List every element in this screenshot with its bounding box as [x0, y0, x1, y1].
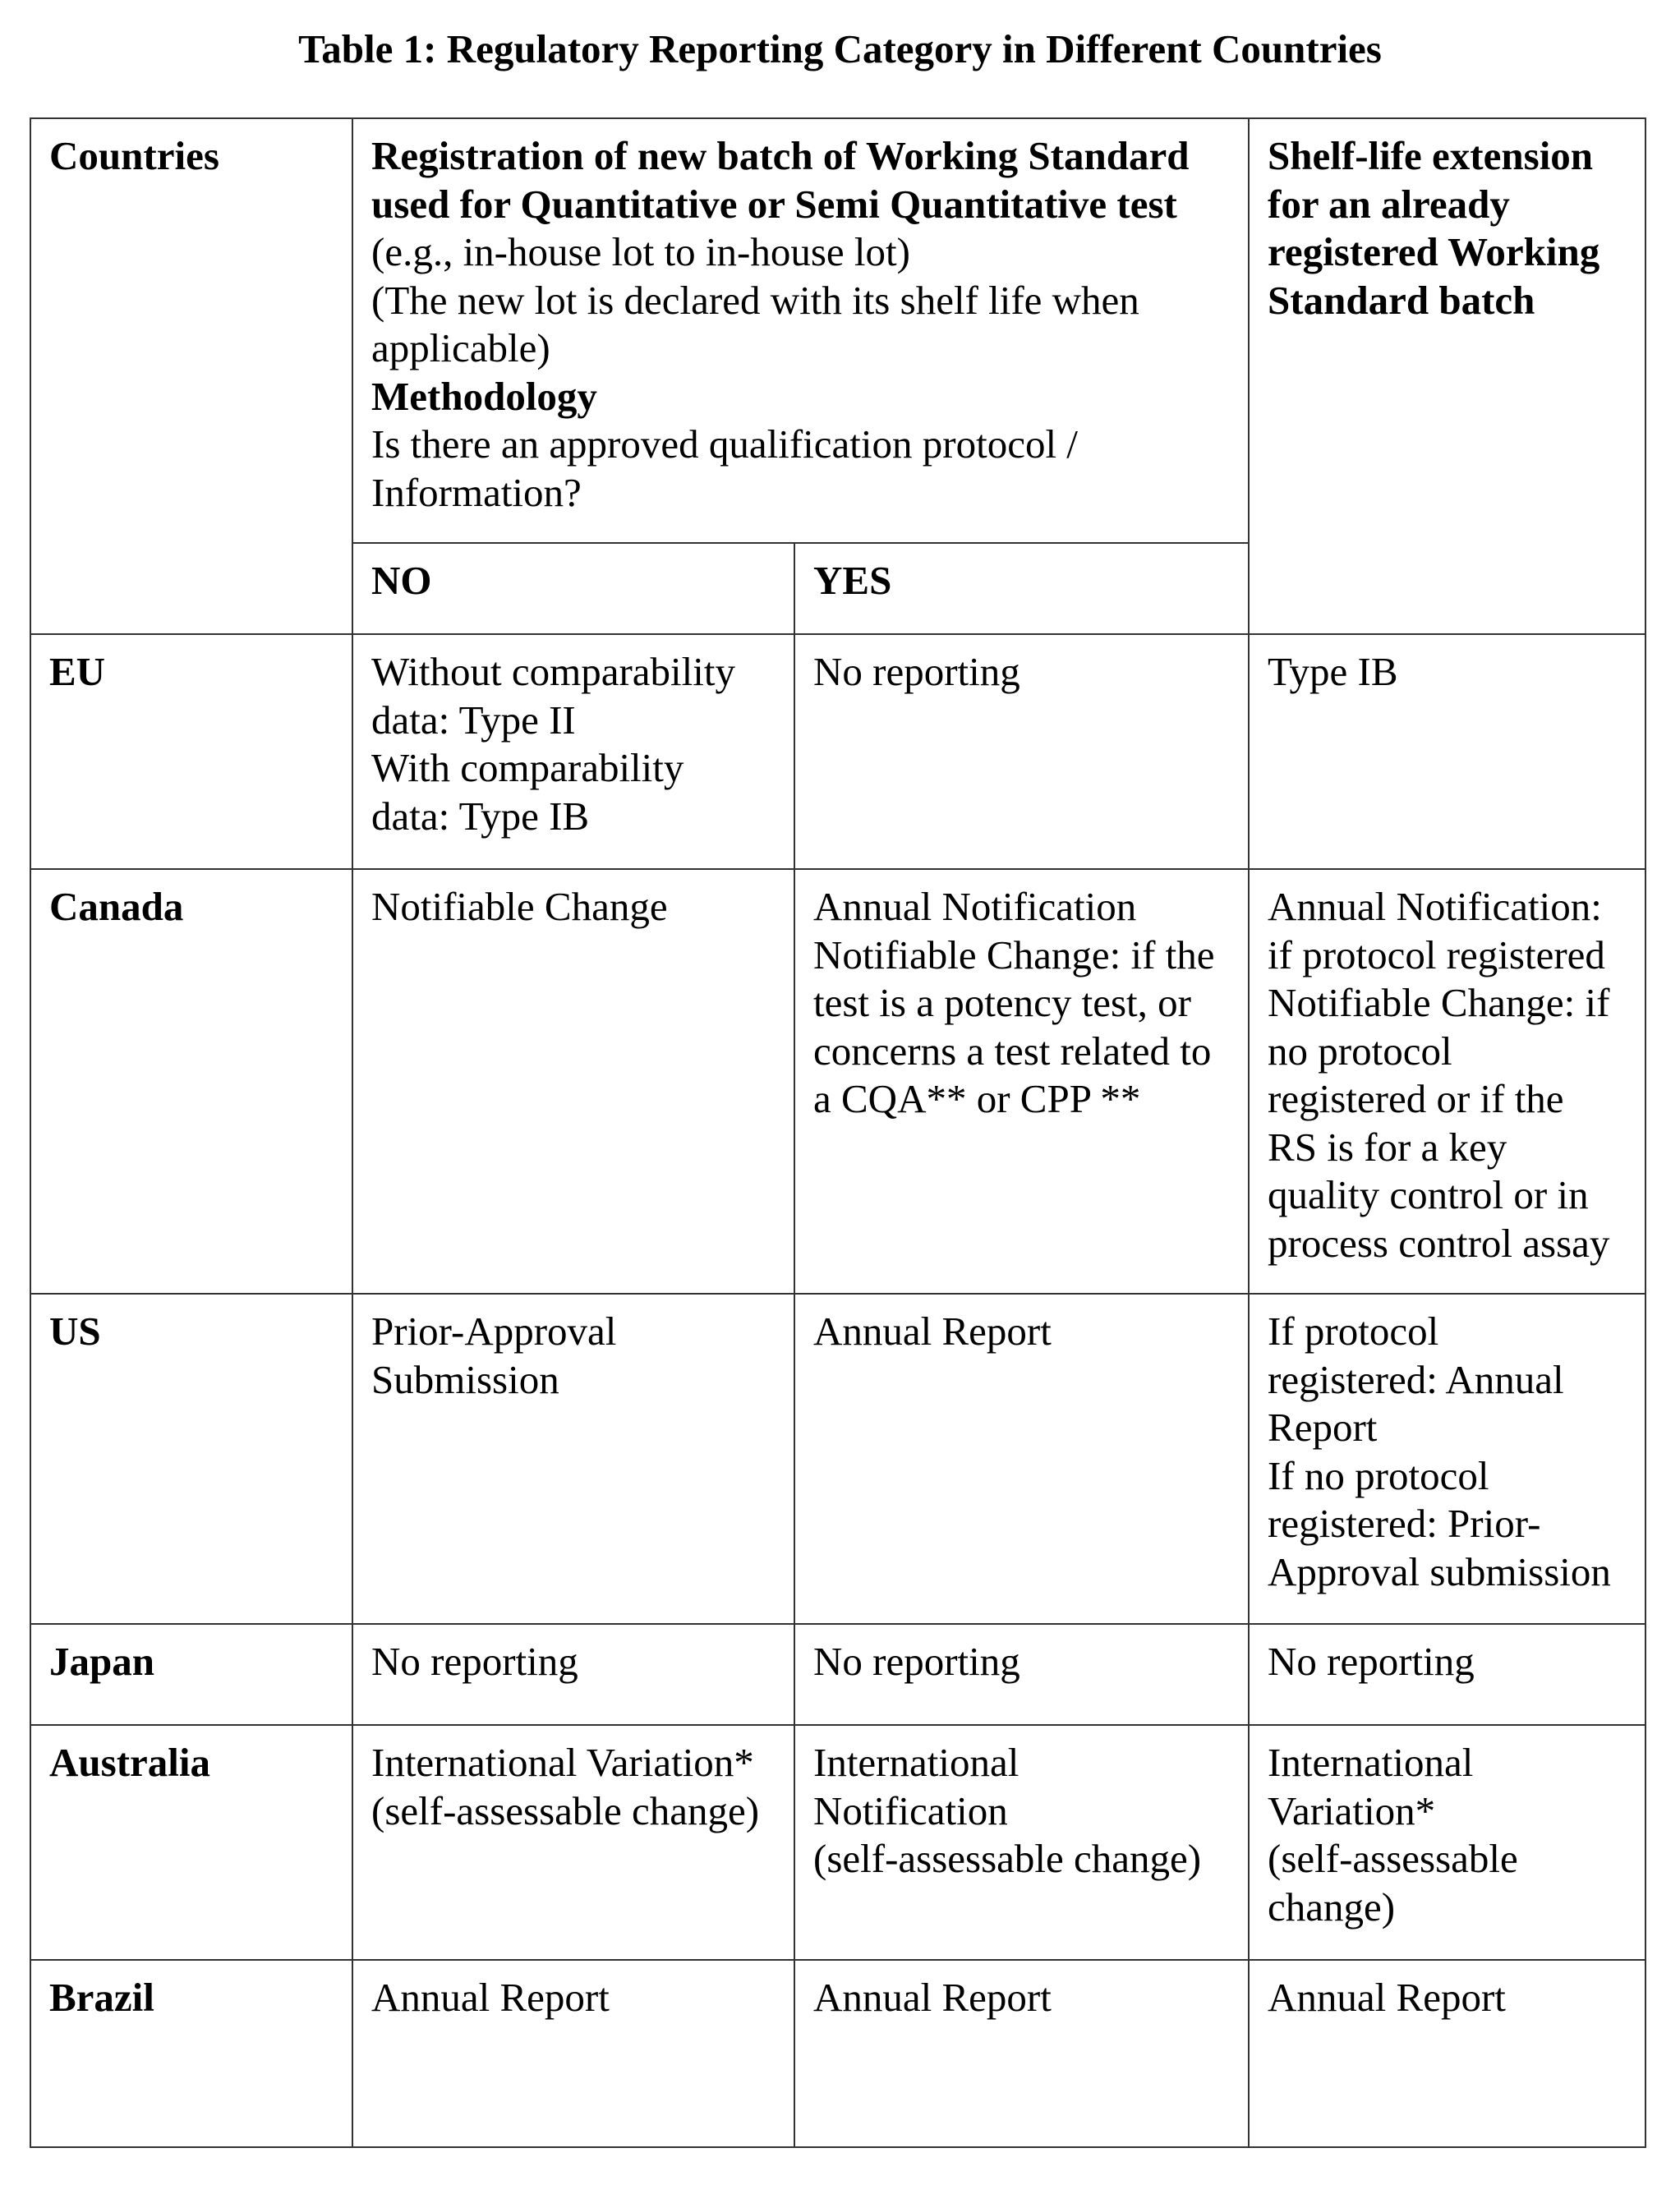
header-no: NO: [352, 543, 794, 634]
cell-line: test is a potency test, or: [813, 980, 1191, 1025]
no-cell: [352, 1725, 794, 1960]
shelf-life-cell: [1249, 869, 1645, 1294]
header-shelf-life: [1249, 118, 1645, 634]
yes-cell: [794, 634, 1249, 869]
cell-line: Notifiable Change: if the: [813, 931, 1215, 977]
shelf-life-cell: [1249, 1960, 1645, 2147]
cell-line: Type IB: [1268, 649, 1398, 694]
no-cell: [352, 1294, 794, 1624]
cell-line: Shelf-life extension: [1268, 133, 1594, 178]
cell-line: If protocol: [1268, 1309, 1439, 1354]
shelf-life-cell: [1249, 1725, 1645, 1960]
cell-line: Annual Report: [813, 1975, 1052, 2020]
cell-line: used for Quantitative or Semi Quantitative test: [371, 181, 1177, 227]
header-registration: [352, 118, 1249, 543]
country-cell: Brazil: [30, 1960, 352, 2147]
cell-line: (self-assessable: [1268, 1836, 1518, 1881]
no-cell: [352, 1624, 794, 1725]
cell-line: (self-assessable change): [813, 1836, 1202, 1881]
table-title: Table 1: Regulatory Reporting Category in Different Countries: [298, 26, 1382, 71]
shelf-life-cell: [1249, 1294, 1645, 1624]
cell-line: registered or if the: [1268, 1076, 1564, 1121]
table-row: [30, 634, 1645, 869]
header-yes: YES: [794, 543, 1249, 634]
cell-line: registered: Prior-: [1268, 1501, 1541, 1546]
cell-line: No reporting: [813, 1639, 1020, 1684]
cell-line: registered Working: [1268, 229, 1600, 274]
country-cell: Australia: [30, 1725, 352, 1960]
yes-cell: [794, 1294, 1249, 1624]
no-cell: [352, 634, 794, 869]
regulatory-reporting-table: [30, 117, 1646, 2148]
table-row: [30, 1725, 1645, 1960]
cell-line: Is there an approved qualification protocol /: [371, 421, 1078, 467]
cell-line: (e.g., in-house lot to in-house lot): [371, 229, 910, 274]
yes-cell: [794, 1960, 1249, 2147]
cell-line: Annual Report: [371, 1975, 610, 2020]
cell-line: Standard batch: [1268, 277, 1535, 323]
table-row: [30, 869, 1645, 1294]
cell-line: Annual Report: [1268, 1975, 1506, 2020]
cell-line: Report: [1268, 1405, 1378, 1450]
cell-line: no protocol: [1268, 1028, 1452, 1074]
cell-line: if protocol registered: [1268, 931, 1605, 977]
cell-line: Annual Notification: [813, 884, 1137, 929]
cell-line: International: [1268, 1740, 1474, 1785]
yes-cell: [794, 1725, 1249, 1960]
shelf-life-cell: [1249, 634, 1645, 869]
header-row: [30, 118, 1645, 543]
cell-line: a CQA** or CPP **: [813, 1076, 1141, 1121]
shelf-life-cell: [1249, 1624, 1645, 1725]
cell-line: process control assay: [1268, 1220, 1610, 1266]
cell-line: Annual Notification:: [1268, 884, 1602, 929]
table-row: [30, 1624, 1645, 1725]
cell-line: Methodology: [371, 373, 597, 419]
cell-line: Submission: [371, 1356, 559, 1402]
yes-cell: [794, 869, 1249, 1294]
country-cell: Japan: [30, 1624, 352, 1725]
cell-line: International Variation*: [371, 1740, 754, 1785]
country-cell: Canada: [30, 869, 352, 1294]
no-cell: [352, 1960, 794, 2147]
cell-line: (The new lot is declared with its shelf life when: [371, 277, 1139, 323]
cell-line: change): [1268, 1884, 1396, 1930]
table-row: [30, 1960, 1645, 2147]
cell-line: quality control or in: [1268, 1172, 1589, 1217]
cell-line: (self-assessable change): [371, 1787, 760, 1833]
header-countries: Countries: [30, 118, 352, 634]
cell-line: International: [813, 1740, 1020, 1785]
cell-line: Prior-Approval: [371, 1309, 617, 1354]
cell-line: If no protocol: [1268, 1452, 1489, 1498]
cell-line: Annual Report: [813, 1309, 1052, 1354]
no-cell: [352, 869, 794, 1294]
yes-cell: [794, 1624, 1249, 1725]
cell-line: Notifiable Change: [371, 884, 668, 929]
cell-line: Notifiable Change: if: [1268, 980, 1610, 1025]
cell-line: RS is for a key: [1268, 1124, 1507, 1170]
country-cell: US: [30, 1294, 352, 1624]
cell-line: Without comparability: [371, 649, 736, 694]
cell-line: data: Type IB: [371, 793, 590, 839]
cell-line: No reporting: [813, 649, 1020, 694]
cell-line: concerns a test related to: [813, 1028, 1212, 1074]
table-row: [30, 1294, 1645, 1624]
cell-line: for an already: [1268, 181, 1510, 227]
cell-line: Variation*: [1268, 1787, 1436, 1833]
cell-line: No reporting: [371, 1639, 578, 1684]
cell-line: registered: Annual: [1268, 1356, 1564, 1402]
cell-line: With comparability: [371, 745, 684, 790]
cell-line: applicable): [371, 325, 550, 370]
cell-line: Approval submission: [1268, 1548, 1611, 1594]
cell-line: Notification: [813, 1787, 1008, 1833]
cell-line: Information?: [371, 469, 582, 515]
cell-line: Registration of new batch of Working Standard: [371, 133, 1190, 178]
country-cell: EU: [30, 634, 352, 869]
cell-line: No reporting: [1268, 1639, 1475, 1684]
cell-line: data: Type II: [371, 697, 576, 743]
